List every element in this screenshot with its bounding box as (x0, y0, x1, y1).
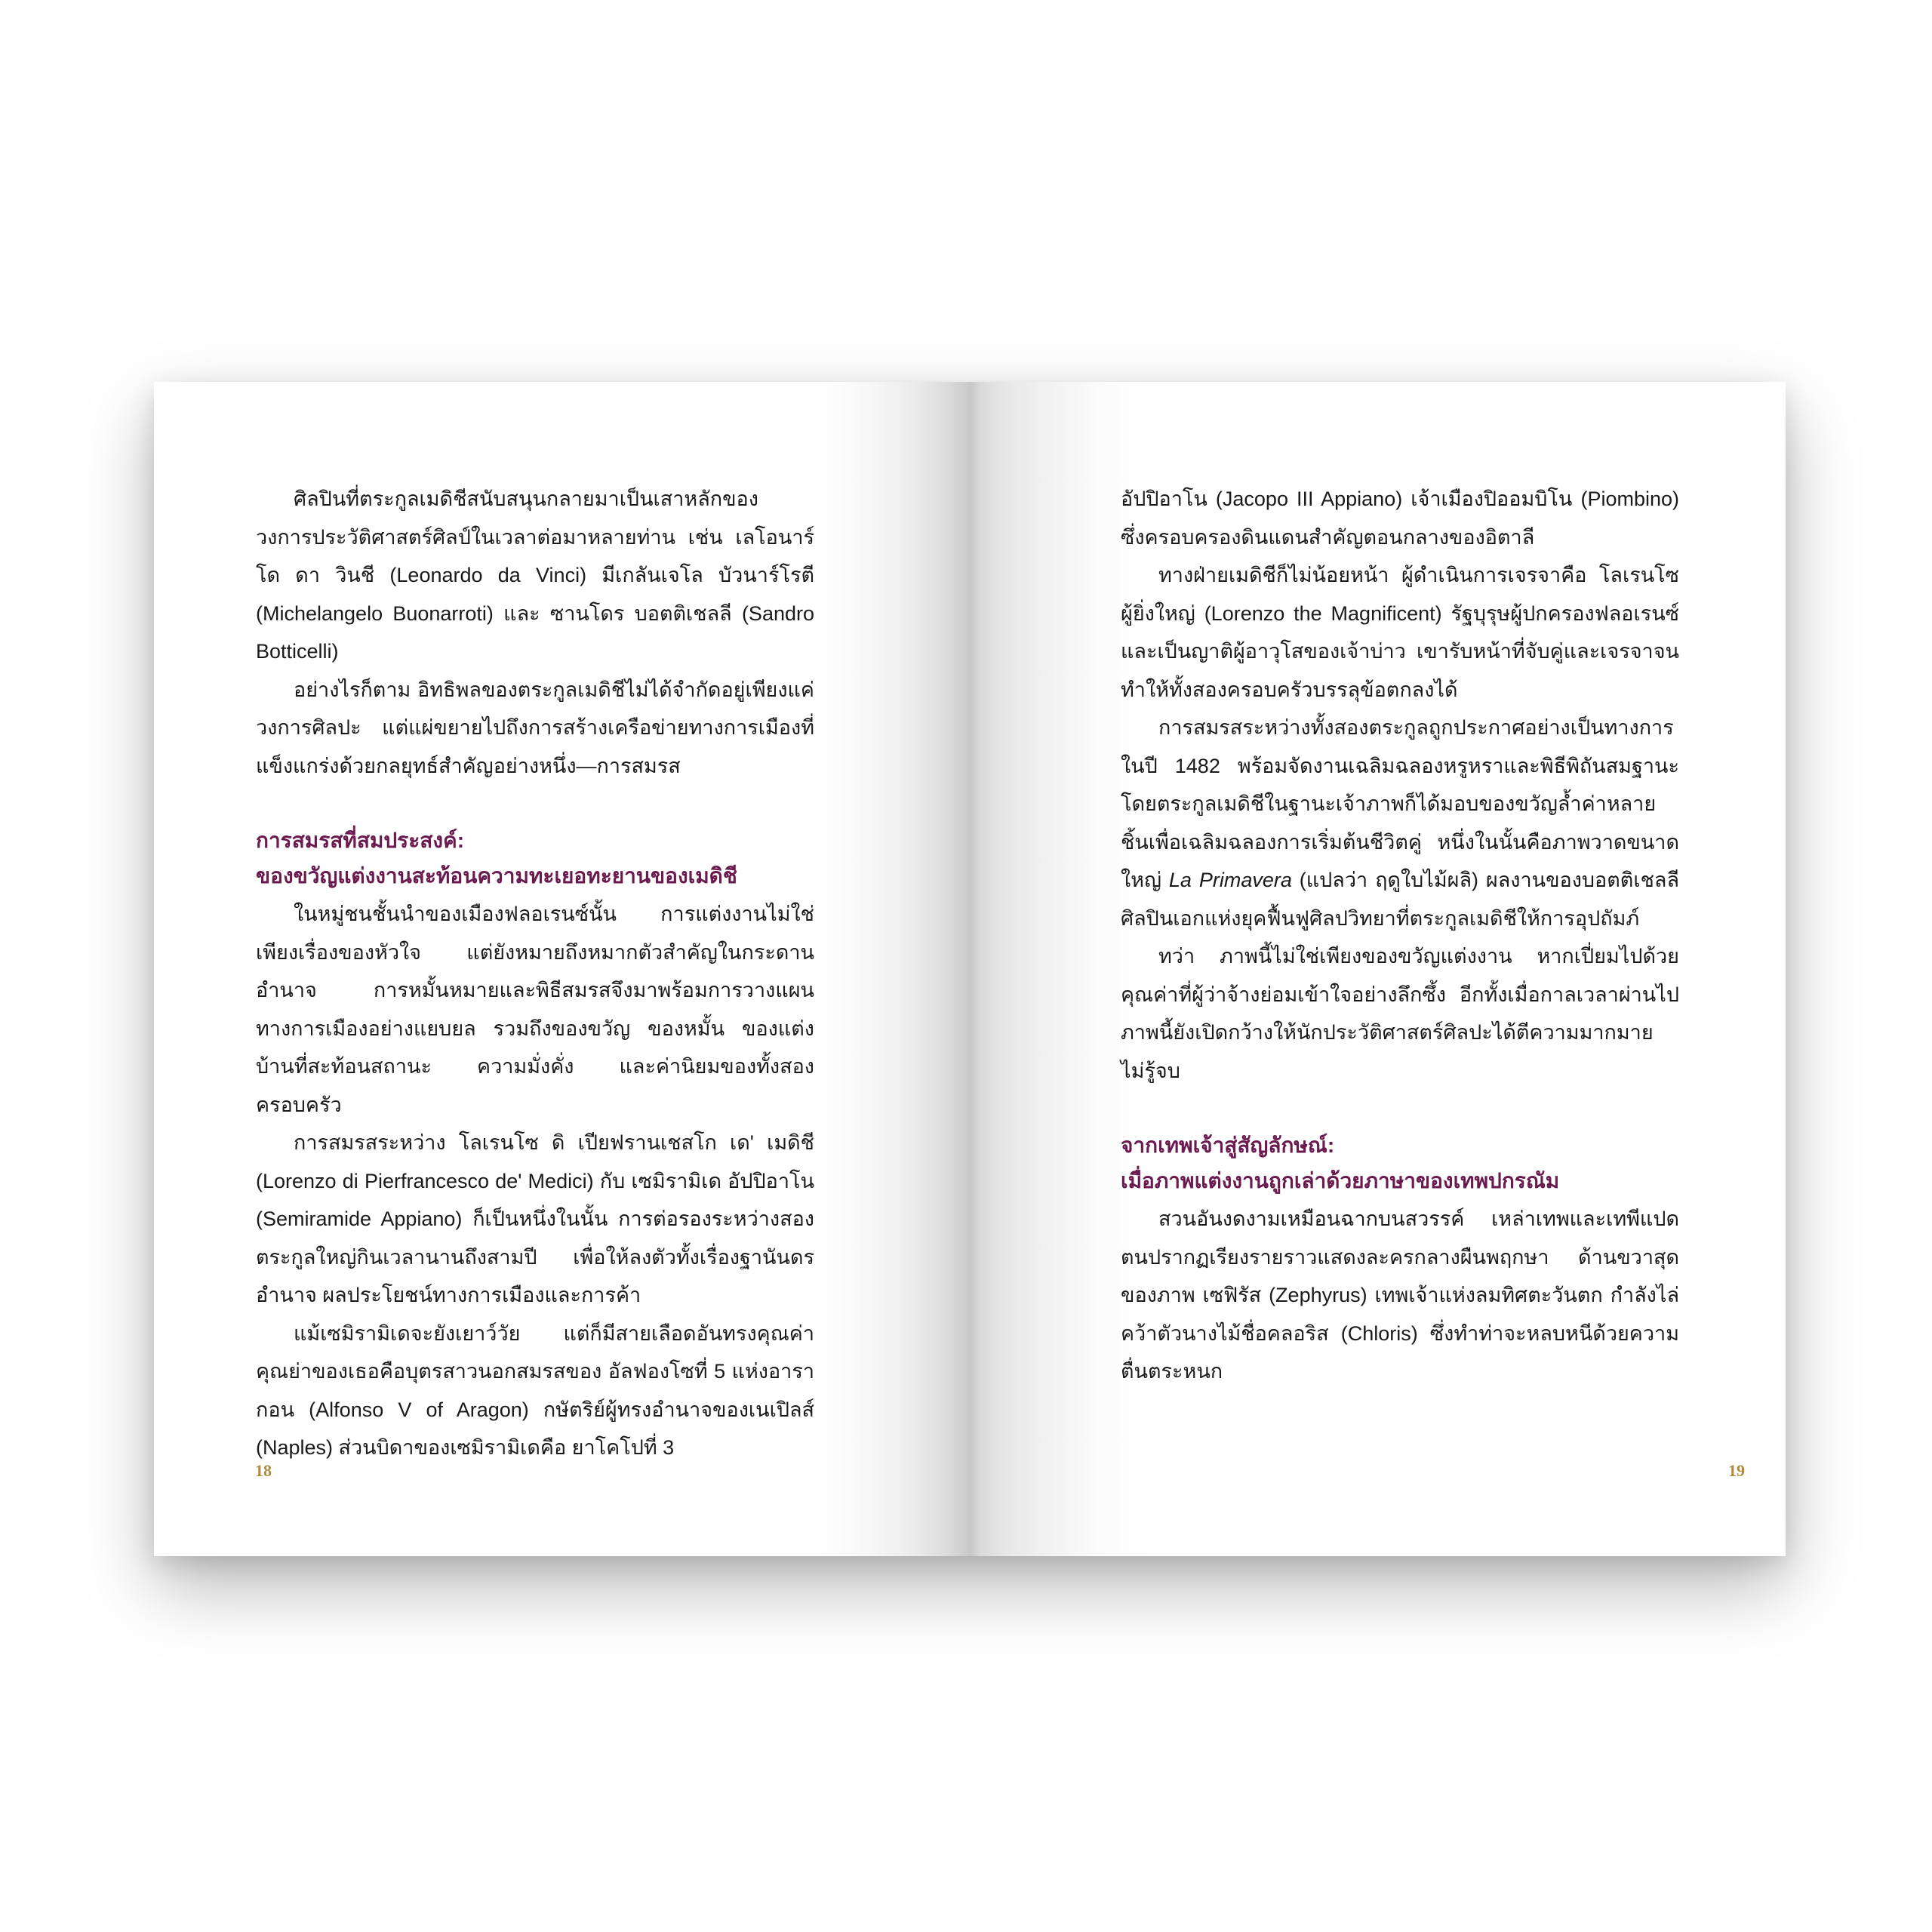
paragraph-text: (แปลว่า ฤดูใบไม้ผลิ) ผลงานของบอตติเชลลี ศิลปินเอกแห่งยุคฟื้นฟูศิลปวิทยาที่ตระกูลเมดิชีให้การอุปถัมภ์ (1121, 869, 1679, 930)
section-heading (1121, 1128, 1679, 1198)
section-heading-line: การสมรสที่สมประสงค์: (256, 829, 465, 852)
paragraph: ทว่า ภาพนี้ไม่ใช่เพียงของขวัญแต่งงาน หากเปี่ยมไปด้วยคุณค่าที่ผู้ว่าจ้างย่อมเข้าใจอย่างลึกซึ้ง อีกทั้งเมื่อกาลเวลาผ่านไป ภาพนี้ยังเปิดกว้างให้นักประวัติศาสตร์ศิลปะได้ตีความมากมายไม่รู้จบ (1121, 945, 1679, 1082)
section-heading-line: เมื่อภาพแต่งงานถูกเล่าด้วยภาษาของเทพปกรณัม (1121, 1169, 1560, 1192)
paragraph: อย่างไรก็ตาม อิทธิพลของตระกูลเมดิชีไม่ได้จำกัดอยู่เพียงแค่วงการศิลปะ แต่แผ่ขยายไปถึงการสร้างเครือข่ายทางการเมืองที่แข็งแกร่งด้วยกลยุทธ์สำคัญอย่างหนึ่ง—การสมรส (256, 678, 814, 777)
page-number: 19 (1728, 1461, 1745, 1480)
paragraph: ศิลปินที่ตระกูลเมดิชีสนับสนุนกลายมาเป็นเสาหลักของวงการประวัติศาสตร์ศิลป์ในเวลาต่อมาหลายท่าน เช่น เลโอนาร์โด ดา วินชี (Leonardo da Vinci) มีเกลันเจโล บัวนาร์โรตี (Michelangelo Buonarroti) และ ซานโดร บอตติเชลลี (Sandro Botticelli) (256, 488, 814, 663)
open-book-spread (154, 382, 1786, 1556)
right-page-text (1121, 480, 1679, 1391)
section-heading-line: จากเทพเจ้าสู่สัญลักษณ์: (1121, 1134, 1335, 1157)
paragraph (1121, 709, 1679, 937)
left-page-text (256, 480, 814, 1467)
paragraph: ทางฝ่ายเมดิชีก็ไม่น้อยหน้า ผู้ดำเนินการเจรจาคือ โลเรนโซ ผู้ยิ่งใหญ่ (Lorenzo the Magnificent) รัฐบุรุษผู้ปกครองฟลอเรนซ์และเป็นญาติผู้อาวุโสของเจ้าบ่าว เขารับหน้าที่จับคู่และเจรจาจนทำให้ทั้งสองครอบครัวบรรลุข้อตกลงได้ (1121, 564, 1679, 701)
right-page (970, 382, 1786, 1556)
paragraph: แม้เซมิรามิเดจะยังเยาว์วัย แต่ก็มีสายเลือดอันทรงคุณค่า คุณย่าของเธอคือบุตรสาวนอกสมรสของ อัลฟองโซที่ 5 แห่งอารากอน (Alfonso V of Aragon) กษัตริย์ผู้ทรงอำนาจของเนเปิลส์ (Naples) ส่วนบิดาของเซมิรามิเดคือ ยาโคโปที่ 3 (256, 1321, 814, 1459)
artwork-title: La Primavera (1168, 869, 1292, 891)
paragraph-text: การสมรสระหว่างทั้งสองตระกูลถูกประกาศอย่างเป็นทางการในปี 1482 พร้อมจัดงานเฉลิมฉลองหรูหราและพิธีพิถันสมฐานะ โดยตระกูลเมดิชีในฐานะเจ้าภาพก็ได้มอบของขวัญล้ำค่าหลายชิ้นเพื่อเฉลิมฉลองการเริ่มต้นชีวิตคู่ หนึ่งในนั้นคือภาพวาดขนาดใหญ่ (1121, 716, 1679, 891)
paragraph: อัปปิอาโน (Jacopo III Appiano) เจ้าเมืองปิออมบิโน (Piombino) ซึ่งครอบครองดินแดนสำคัญตอนกลางของอิตาลี (1121, 488, 1679, 549)
paragraph: การสมรสระหว่าง โลเรนโซ ดิ เปียฟรานเชสโก เด' เมดิชี (Lorenzo di Pierfrancesco de' Medici) กับ เซมิรามิเด อัปปิอาโน (Semiramide Appiano) ก็เป็นหนึ่งในนั้น การต่อรองระหว่างสองตระกูลใหญ่กินเวลานานถึงสามปี เพื่อให้ลงตัวทั้งเรื่องฐานันดร อำนาจ ผลประโยชน์ทางการเมืองและการค้า (256, 1131, 814, 1306)
paragraph: สวนอันงดงามเหมือนฉากบนสวรรค์ เหล่าเทพและเทพีแปดตนปรากฏเรียงรายราวแสดงละครกลางผืนพฤกษา ด้านขวาสุดของภาพ เซฟิรัส (Zephyrus) เทพเจ้าแห่งลมทิศตะวันตก กำลังไล่คว้าตัวนางไม้ชื่อคลอริส (Chloris) ซึ่งทำท่าจะหลบหนีด้วยความตื่นตระหนก (1121, 1208, 1679, 1383)
section-heading (256, 823, 814, 894)
paragraph: ในหมู่ชนชั้นนำของเมืองฟลอเรนซ์นั้น การแต่งงานไม่ใช่เพียงเรื่องของหัวใจ แต่ยังหมายถึงหมากตัวสำคัญในกระดานอำนาจ การหมั้นหมายและพิธีสมรสจึงมาพร้อมการวางแผนทางการเมืองอย่างแยบยล รวมถึงของขวัญ ของหมั้น ของแต่งบ้านที่สะท้อนสถานะ ความมั่งคั่ง และค่านิยมของทั้งสองครอบครัว (256, 903, 814, 1116)
page-number: 18 (255, 1461, 272, 1480)
left-page (154, 382, 970, 1556)
section-heading-line: ของขวัญแต่งงานสะท้อนความทะเยอทะยานของเมดิชี (256, 864, 737, 888)
